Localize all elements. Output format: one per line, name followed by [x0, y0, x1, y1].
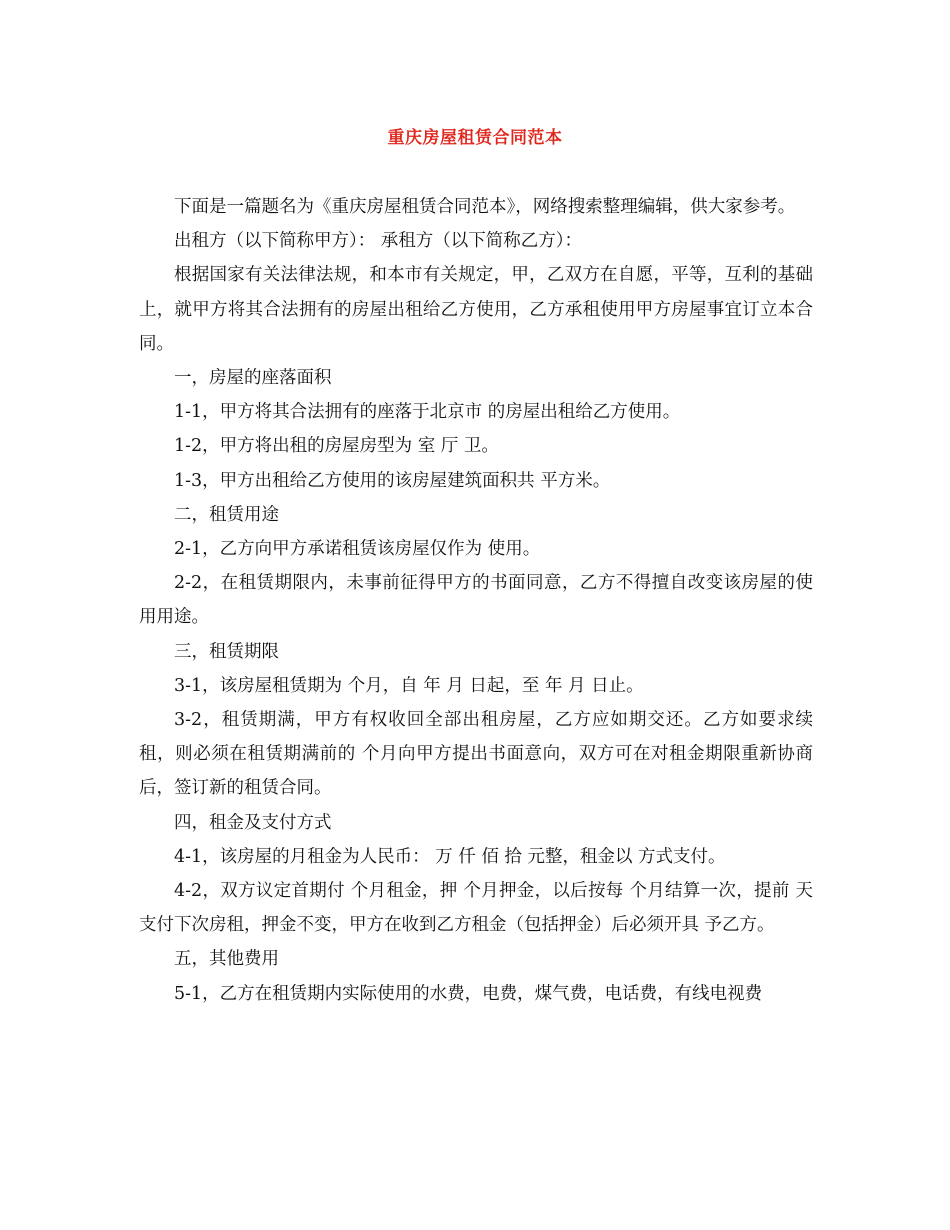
section-heading-3: 三，租赁期限	[174, 641, 279, 662]
clause-1-2: 1-2，甲方将出租的房屋房型为 室 厅 卫。	[174, 436, 499, 457]
paragraph-preamble: 根据国家有关法律法规，和本市有关规定，甲，乙双方在自愿，平等，互利的基础上，就甲方将其合法拥有的房屋出租给乙方使用，乙方承租使用甲方房屋事宜订立本合同。	[139, 265, 813, 354]
section-heading-2: 二，租赁用途	[174, 504, 279, 525]
clause-2-1: 2-1，乙方向甲方承诺租赁该房屋仅作为 使用。	[174, 539, 541, 560]
clause-2-2: 2-2，在租赁期限内，未事前征得甲方的书面同意，乙方不得擅自改变该房屋的使用用途。	[139, 573, 813, 628]
clause-4-1: 4-1，该房屋的月租金为人民币： 万 仟 佰 拾 元整，租金以 方式支付。	[174, 846, 726, 867]
section-heading-5: 五，其他费用	[174, 949, 279, 970]
clause-3-1: 3-1，该房屋租赁期为 个月，自 年 月 日起，至 年 月 日止。	[174, 675, 644, 696]
section-heading-4: 四，租金及支付方式	[174, 812, 332, 833]
paragraph-intro: 下面是一篇题名为《重庆房屋租赁合同范本》，网络搜索整理编辑，供大家参考。	[174, 197, 796, 217]
clause-4-2: 4-2，双方议定首期付 个月租金，押 个月押金，以后按每 个月结算一次，提前 天支付下次房租，押金不变，甲方在收到乙方租金（包括押金）后必须开具 予乙方。	[139, 881, 813, 936]
section-heading-1: 一，房屋的座落面积	[174, 368, 332, 389]
clause-1-1: 1-1，甲方将其合法拥有的座落于北京市 的房屋出租给乙方使用。	[174, 402, 681, 423]
clause-5-1: 5-1，乙方在租赁期内实际使用的水费，电费，煤气费，电话费，有线电视费	[174, 983, 763, 1004]
document-title: 重庆房屋租赁合同范本	[387, 128, 563, 148]
clause-3-2: 3-2，租赁期满，甲方有权收回全部出租房屋，乙方应如期交还。乙方如要求续租，则必须在租赁期满前的 个月向甲方提出书面意向，双方可在对租金期限重新协商后，签订新的租赁合同。	[139, 710, 813, 799]
clause-1-3: 1-3，甲方出租给乙方使用的该房屋建筑面积共 平方米。	[174, 470, 611, 491]
document-body	[139, 190, 813, 1011]
paragraph-parties: 出租方（以下简称甲方）： 承租方（以下简称乙方）：	[174, 231, 583, 252]
